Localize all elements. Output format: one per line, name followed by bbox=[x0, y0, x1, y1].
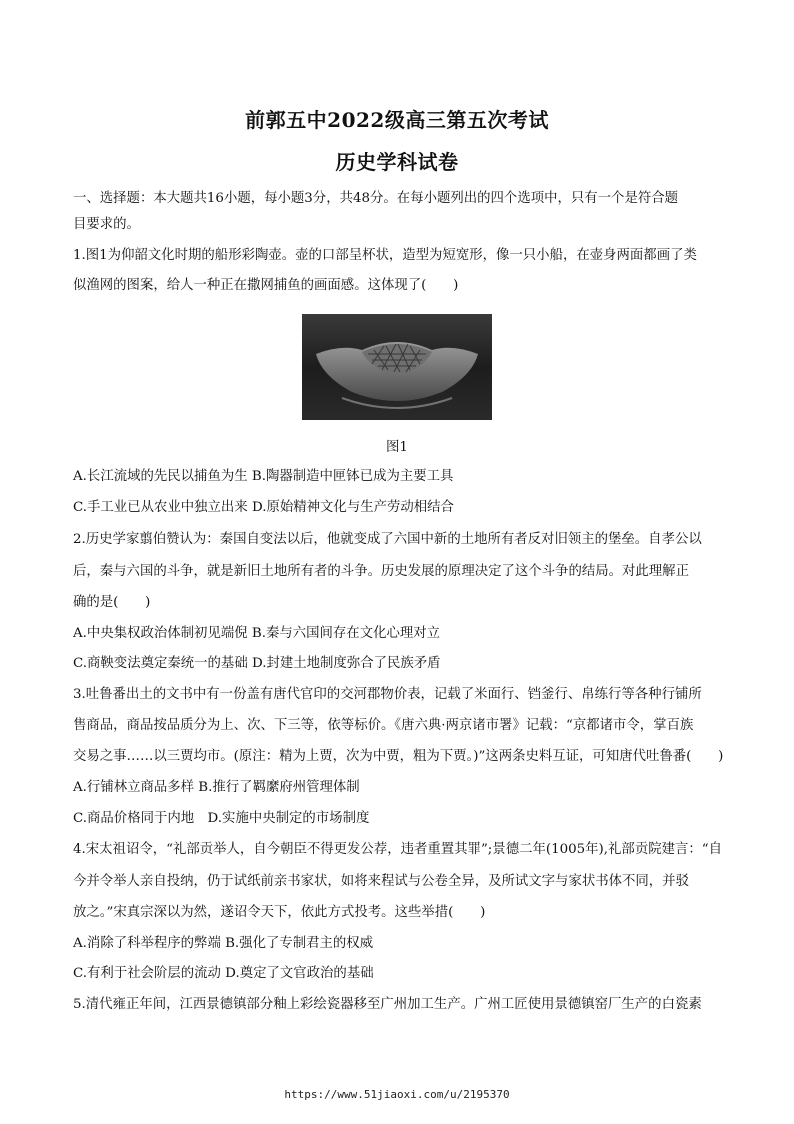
question-4-stem: 今并令举人亲自投纳，仍于试纸前亲书家状，如将来程试与公卷全异，及所试文字与家状书体不同，并驳 bbox=[73, 874, 689, 889]
instructions-line: 目要求的。 bbox=[73, 217, 140, 232]
question-1-option: A.长江流域的先民以捕鱼为生 B.陶器制造中匣钵已成为主要工具 bbox=[73, 469, 454, 484]
question-1-option: C.手工业已从农业中独立出来 D.原始精神文化与生产劳动相结合 bbox=[73, 500, 454, 515]
question-1-stem: 似渔网的图案，给人一种正在撒网捕鱼的画面感。这体现了( ) bbox=[73, 278, 459, 293]
question-3-stem: 3.吐鲁番出土的文书中有一份盖有唐代官印的交河郡物价表，记载了米面行、铛釜行、帛练行等各种行铺所 bbox=[73, 687, 702, 702]
pottery-figure-image bbox=[302, 314, 492, 420]
question-3-option: C.商品价格同于内地 D.实施中央制定的市场制度 bbox=[73, 811, 370, 826]
question-4-stem: 放之。”宋真宗深以为然，遂诏令天下，依此方式投考。这些举措( ) bbox=[73, 905, 486, 920]
question-2-option: A.中央集权政治体制初见端倪 B.秦与六国间存在文化心理对立 bbox=[73, 626, 441, 641]
exam-subtitle: 历史学科试卷 bbox=[335, 150, 459, 174]
question-2-stem: 确的是( ) bbox=[73, 595, 151, 610]
question-4-option: C.有利于社会阶层的流动 D.奠定了文官政治的基础 bbox=[73, 966, 374, 981]
question-2-stem: 2.历史学家翦伯赞认为：秦国自变法以后，他就变成了六国中新的土地所有者反对旧领主的堡垒。自孝公以 bbox=[73, 532, 702, 547]
question-2-option: C.商鞅变法奠定秦统一的基础 D.封建土地制度弥合了民族矛盾 bbox=[73, 656, 441, 671]
question-1-stem: 1.图1为仰韶文化时期的船形彩陶壶。壶的口部呈杯状，造型为短宽形，像一只小船，在壶身两面都画了类 bbox=[73, 248, 697, 263]
question-4-option: A.消除了科举程序的弊端 B.强化了专制君主的权威 bbox=[73, 936, 374, 951]
question-3-stem: 交易之事……以三贾均市。(原注：精为上贾，次为中贾，粗为下贾。)”这两条史料互证，可知唐代吐鲁番( ) bbox=[73, 749, 724, 764]
figure-caption: 图1 bbox=[386, 440, 408, 455]
footer-url: https://www.51jiaoxi.com/u/2195370 bbox=[284, 1088, 510, 1101]
question-5-stem: 5.清代雍正年间，江西景德镇部分釉上彩绘瓷器移至广州加工生产。广州工匠使用景德镇窑厂生产的白瓷素 bbox=[73, 997, 702, 1012]
exam-title: 前郭五中2022级高三第五次考试 bbox=[245, 108, 549, 132]
instructions-line: 一、选择题：本大题共16小题，每小题3分，共48分。在每小题列出的四个选项中，只有一个是符合题 bbox=[73, 191, 679, 206]
question-4-stem: 4.宋太祖诏令，“礼部贡举人，自今朝臣不得更发公荐，违者重置其罪”;景德二年(1005年),礼部贡院建言：“自 bbox=[73, 842, 723, 857]
question-2-stem: 后，秦与六国的斗争，就是新旧土地所有者的斗争。历史发展的原理决定了这个斗争的结局。对此理解正 bbox=[73, 564, 689, 579]
question-3-option: A.行铺林立商品多样 B.推行了羁縻府州管理体制 bbox=[73, 780, 360, 795]
question-3-stem: 售商品，商品按品质分为上、次、下三等，依等标价。《唐六典·两京诸市署》记载：“京都诸市令，掌百族 bbox=[73, 718, 694, 733]
